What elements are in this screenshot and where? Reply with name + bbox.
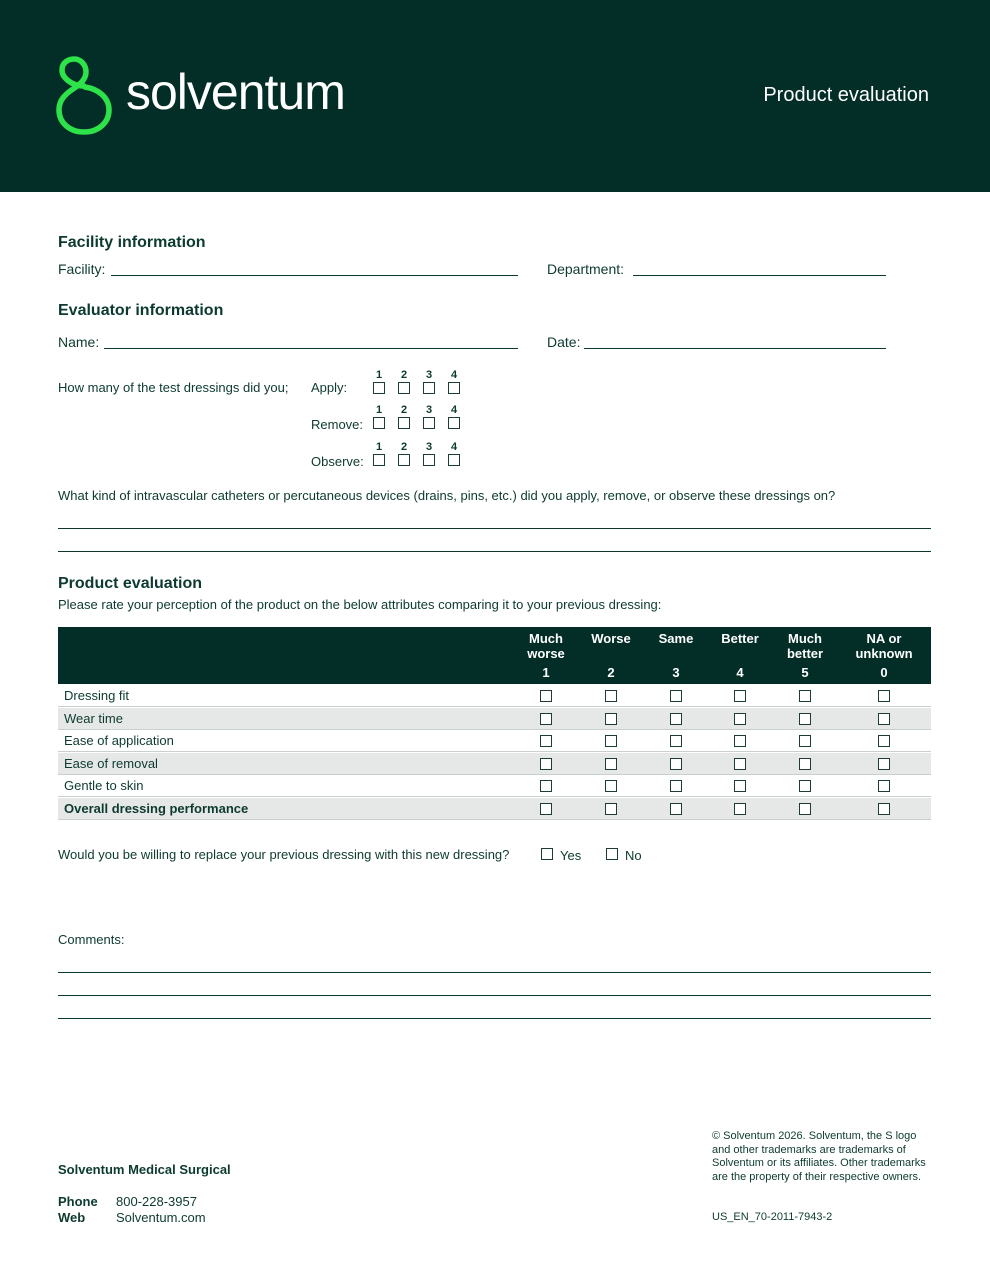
footer-phone: 800-228-3957 bbox=[116, 1194, 197, 1209]
date-field[interactable] bbox=[584, 348, 886, 349]
dressing-count-checkbox[interactable] bbox=[373, 417, 385, 429]
rating-row bbox=[58, 685, 931, 707]
footer-web[interactable]: Solventum.com bbox=[116, 1210, 206, 1225]
dressing-count-checkbox[interactable] bbox=[398, 417, 410, 429]
product-eval-heading: Product evaluation bbox=[58, 575, 203, 592]
dressing-count-number: 3 bbox=[425, 441, 433, 453]
rating-row-label: Ease of removal bbox=[64, 755, 158, 771]
replace-no-checkbox[interactable] bbox=[606, 848, 618, 860]
dressing-count-number: 4 bbox=[450, 404, 458, 416]
dressing-count-number: 4 bbox=[450, 441, 458, 453]
rating-checkbox[interactable] bbox=[799, 780, 811, 792]
rating-row bbox=[58, 708, 931, 730]
dressing-count-number: 1 bbox=[375, 404, 383, 416]
footer-web-label: Web bbox=[58, 1210, 86, 1225]
rating-checkbox[interactable] bbox=[734, 780, 746, 792]
dressing-count-number: 2 bbox=[400, 441, 408, 453]
dressing-count-checkbox[interactable] bbox=[423, 454, 435, 466]
date-label: Date: bbox=[547, 334, 581, 350]
page-title: Product evaluation bbox=[763, 84, 929, 106]
dressing-count-checkbox[interactable] bbox=[423, 417, 435, 429]
dressings-question: How many of the test dressings did you; bbox=[58, 380, 289, 395]
rating-checkbox[interactable] bbox=[540, 713, 552, 725]
dressing-count-number: 4 bbox=[450, 369, 458, 381]
product-eval-intro: Please rate your perception of the product on the below attributes comparing it to your previous dressing: bbox=[58, 597, 662, 612]
rating-checkbox[interactable] bbox=[878, 713, 890, 725]
rating-checkbox[interactable] bbox=[670, 758, 682, 770]
dressing-count-checkbox[interactable] bbox=[373, 382, 385, 394]
rating-checkbox[interactable] bbox=[878, 803, 890, 815]
catheter-answer-line-1[interactable] bbox=[58, 528, 931, 529]
dressing-count-number: 1 bbox=[375, 441, 383, 453]
rating-checkbox[interactable] bbox=[670, 713, 682, 725]
rating-checkbox[interactable] bbox=[878, 780, 890, 792]
rating-checkbox[interactable] bbox=[734, 713, 746, 725]
rating-checkbox[interactable] bbox=[799, 690, 811, 702]
dressing-count-checkbox[interactable] bbox=[448, 454, 460, 466]
rating-column-header: NA or unknown 0 bbox=[855, 631, 913, 680]
rating-row-label: Dressing fit bbox=[64, 688, 130, 703]
catheter-question: What kind of intravascular catheters or percutaneous devices (drains, pins, etc.) did you apply, remove, or observe these dressings on? bbox=[58, 488, 836, 503]
rating-row-label: Gentle to skin bbox=[64, 778, 144, 794]
dressing-count-checkbox[interactable] bbox=[398, 454, 410, 466]
footer-legal: © Solventum 2026. Solventum, the S logo and other trademarks are trademarks of Solventum or its affiliates. Other trademarks are the property of their respective owners. bbox=[712, 1130, 926, 1183]
dressing-count-checkbox[interactable] bbox=[398, 382, 410, 394]
rating-checkbox[interactable] bbox=[670, 803, 682, 815]
rating-checkbox[interactable] bbox=[799, 803, 811, 815]
dressing-count-checkbox[interactable] bbox=[423, 382, 435, 394]
rating-checkbox[interactable] bbox=[605, 780, 617, 792]
rating-checkbox[interactable] bbox=[799, 758, 811, 770]
rating-checkbox[interactable] bbox=[605, 735, 617, 747]
facility-field[interactable] bbox=[111, 275, 518, 276]
rating-column-header: Same 3 bbox=[658, 631, 694, 680]
rating-checkbox[interactable] bbox=[734, 735, 746, 747]
comments-line-3[interactable] bbox=[58, 1018, 931, 1019]
rating-checkbox[interactable] bbox=[605, 690, 617, 702]
solventum-s-logo-icon bbox=[52, 56, 116, 136]
footer-phone-label: Phone bbox=[58, 1194, 98, 1209]
name-field[interactable] bbox=[104, 348, 518, 349]
comments-line-1[interactable] bbox=[58, 972, 931, 973]
rating-checkbox[interactable] bbox=[878, 690, 890, 702]
dressing-count-number: 3 bbox=[425, 369, 433, 381]
rating-row bbox=[58, 775, 931, 797]
catheter-answer-line-2[interactable] bbox=[58, 551, 931, 552]
rating-checkbox[interactable] bbox=[734, 690, 746, 702]
replace-no-label: No bbox=[625, 848, 642, 863]
rating-table-header bbox=[58, 627, 931, 684]
dressing-count-number: 2 bbox=[400, 369, 408, 381]
remove-label: Remove: bbox=[311, 417, 364, 432]
rating-column-header: Better 4 bbox=[721, 631, 759, 680]
evaluator-heading: Evaluator information bbox=[58, 302, 224, 319]
apply-label: Apply: bbox=[311, 380, 348, 395]
rating-checkbox[interactable] bbox=[540, 780, 552, 792]
dressing-count-number: 1 bbox=[375, 369, 383, 381]
replace-yes-label: Yes bbox=[560, 848, 582, 863]
rating-column-header: Much worse 1 bbox=[527, 631, 565, 680]
dressing-count-number: 3 bbox=[425, 404, 433, 416]
rating-row-label: Overall dressing performance bbox=[64, 801, 249, 816]
dressing-count-number: 2 bbox=[400, 404, 408, 416]
rating-row bbox=[58, 730, 931, 752]
dressing-count-checkbox[interactable] bbox=[448, 417, 460, 429]
rating-column-header: Worse 2 bbox=[591, 631, 631, 680]
rating-checkbox[interactable] bbox=[878, 758, 890, 770]
replace-question: Would you be willing to replace your previous dressing with this new dressing? bbox=[58, 847, 510, 862]
rating-checkbox[interactable] bbox=[540, 690, 552, 702]
rating-row-label: Ease of application bbox=[64, 733, 174, 749]
rating-checkbox[interactable] bbox=[540, 803, 552, 815]
footer-company: Solventum Medical Surgical bbox=[58, 1162, 231, 1177]
page-header bbox=[0, 0, 990, 192]
brand-wordmark: solventum bbox=[126, 64, 345, 120]
rating-checkbox[interactable] bbox=[670, 735, 682, 747]
facility-label: Facility: bbox=[58, 261, 106, 277]
rating-column-header: Much better 5 bbox=[786, 631, 824, 680]
dressing-count-checkbox[interactable] bbox=[448, 382, 460, 394]
rating-checkbox[interactable] bbox=[734, 803, 746, 815]
rating-checkbox[interactable] bbox=[540, 735, 552, 747]
rating-row bbox=[58, 753, 931, 775]
footer-doc-code: US_EN_70-2011-7943-2 bbox=[712, 1211, 833, 1223]
rating-row-label: Wear time bbox=[64, 710, 123, 726]
rating-row bbox=[58, 798, 931, 820]
department-label: Department: bbox=[547, 261, 625, 277]
rating-checkbox[interactable] bbox=[670, 690, 682, 702]
rating-checkbox[interactable] bbox=[799, 713, 811, 725]
dressing-count-checkbox[interactable] bbox=[373, 454, 385, 466]
observe-label: Observe: bbox=[311, 454, 364, 469]
department-field[interactable] bbox=[633, 275, 886, 276]
rating-checkbox[interactable] bbox=[540, 758, 552, 770]
rating-checkbox[interactable] bbox=[734, 758, 746, 770]
comments-line-2[interactable] bbox=[58, 995, 931, 996]
name-label: Name: bbox=[58, 334, 100, 350]
facility-heading: Facility information bbox=[58, 234, 206, 251]
rating-checkbox[interactable] bbox=[670, 780, 682, 792]
comments-label: Comments: bbox=[58, 932, 125, 947]
rating-checkbox[interactable] bbox=[605, 713, 617, 725]
replace-yes-checkbox[interactable] bbox=[541, 848, 553, 860]
rating-checkbox[interactable] bbox=[605, 758, 617, 770]
rating-checkbox[interactable] bbox=[605, 803, 617, 815]
rating-checkbox[interactable] bbox=[799, 735, 811, 747]
rating-checkbox[interactable] bbox=[878, 735, 890, 747]
